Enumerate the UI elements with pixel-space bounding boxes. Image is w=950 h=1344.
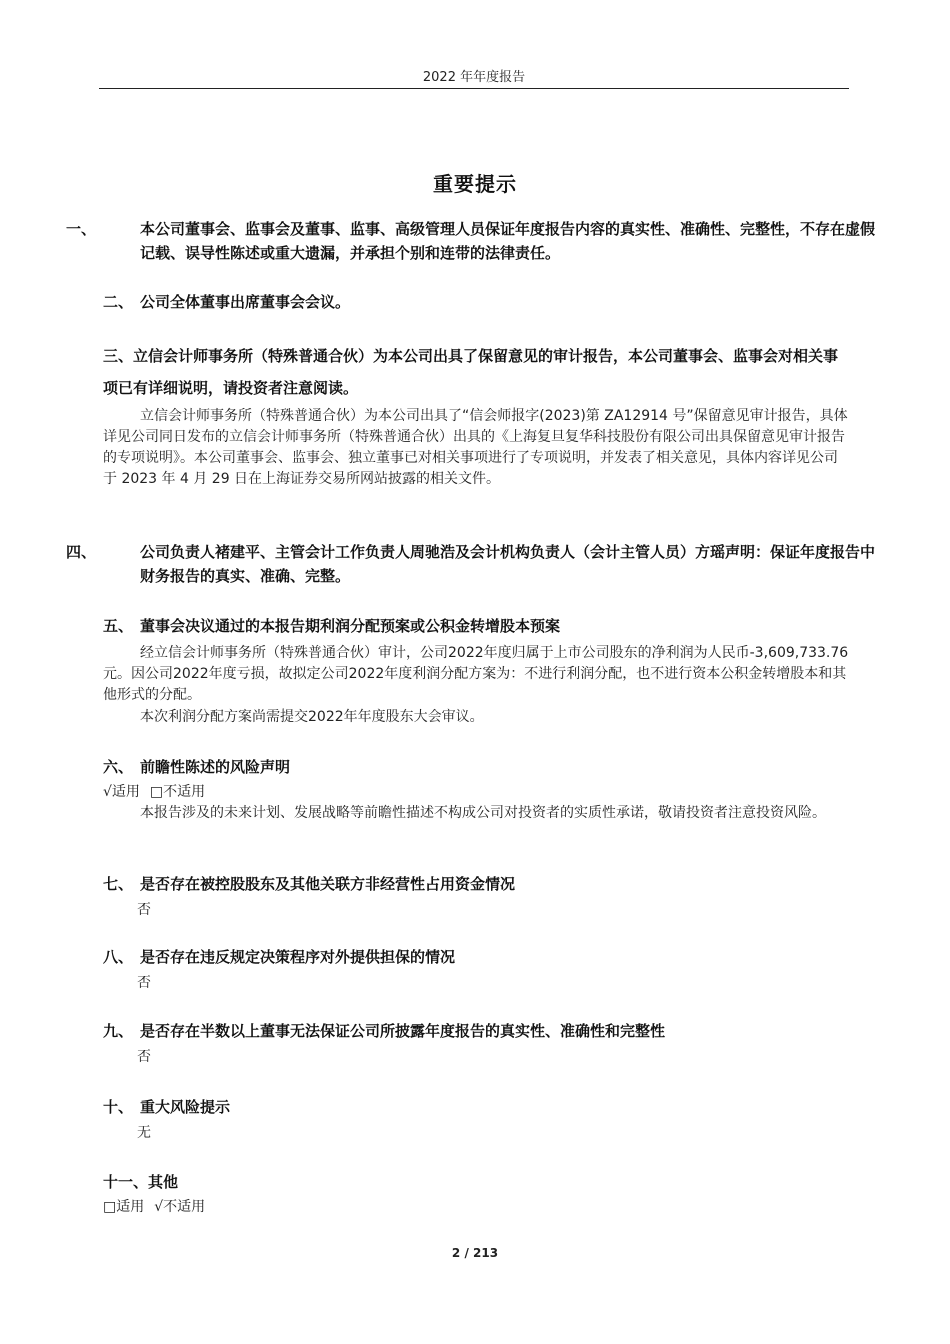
page-number: 2 / 213 [451, 1246, 499, 1260]
section-11-number: 十一、 [103, 1173, 149, 1191]
not-applicable-unchecked-option: □不适用 [149, 784, 206, 800]
section-7-text: 是否存在被控股股东及其他关联方非经营性占用资金情况 [140, 875, 516, 893]
section-6-body: 本报告涉及的未来计划、发展战略等前瞻性描述不构成公司对投资者的实质性承诺，敬请投资者注意投资风险。 [140, 805, 826, 821]
running-header: 2022 年年度报告 [422, 70, 526, 85]
section-3-heading [103, 340, 851, 404]
section-8-text: 是否存在违反规定决策程序对外提供担保的情况 [140, 948, 456, 966]
section-9-text: 是否存在半数以上董事无法保证公司所披露年度报告的真实性、准确性和完整性 [140, 1022, 666, 1040]
section-2-number: 二、 [103, 293, 134, 311]
section-10-answer: 无 [137, 1125, 151, 1141]
section-8-answer: 否 [137, 975, 151, 991]
section-9-answer: 否 [137, 1049, 151, 1065]
section-2-text: 公司全体董事出席董事会会议。 [140, 293, 351, 311]
section-3-body: 立信会计师事务所（特殊普通合伙）为本公司出具了“信会师报字(2023)第 ZA12914 号”保留意见审计报告，具体详见公司同日发布的立信会计师事务所（特殊普通合伙）出具的《上海复旦复华科技股份有限公司出具保留意见审计报告的专项说明》。本公司董事会、监事会、独立董事已对相关事项进行了专项说明，并发表了相关意见，具体内容详见公司于 2023 年 4 月 29 日在上海证券交易所网站披露的相关文件。 [103, 408, 848, 487]
section-5-note: 本次利润分配方案尚需提交2022年年度股东大会审议。 [140, 709, 484, 725]
section-6-heading [103, 755, 851, 779]
section-2-heading [103, 290, 851, 314]
applicable-checked-option: √适用 [103, 784, 140, 800]
not-applicable-checked-option: √不适用 [154, 1199, 206, 1215]
section-7-heading [103, 872, 851, 896]
section-6-text: 前瞻性陈述的风险声明 [140, 758, 291, 776]
section-11-heading [103, 1170, 851, 1194]
section-10-heading [103, 1095, 851, 1119]
section-10-number: 十、 [103, 1098, 134, 1116]
page-title: 重要提示 [433, 172, 517, 196]
section-8-number: 八、 [103, 948, 134, 966]
header-divider [99, 88, 849, 89]
section-3-text: 立信会计师事务所（特殊普通合伙）为本公司出具了保留意见的审计报告，本公司董事会、监事会对相关事项已有详细说明，请投资者注意阅读。 [103, 347, 839, 397]
applicable-unchecked-option: □适用 [103, 1199, 145, 1215]
section-10-text: 重大风险提示 [140, 1098, 231, 1116]
section-4-number: 四、 [66, 543, 97, 561]
section-11-options [103, 1197, 851, 1218]
section-4-text: 公司负责人褚建平、主管会计工作负责人周驰浩及会计机构负责人（会计主管人员）方瑶声明：保证年度报告中财务报告的真实、准确、完整。 [140, 543, 876, 585]
section-7-number: 七、 [103, 875, 134, 893]
section-5-body: 经立信会计师事务所（特殊普通合伙）审计，公司2022年度归属于上市公司股东的净利润为人民币-3,609,733.76元。因公司2022年度亏损，故拟定公司2022年度利润分配方案为：不进行利润分配，也不进行资本公积金转增股本和其他形式的分配。 [103, 645, 849, 703]
section-7-answer: 否 [137, 902, 151, 918]
section-6-number: 六、 [103, 758, 134, 776]
section-1-heading [66, 217, 888, 265]
section-1-number: 一、 [66, 220, 97, 238]
section-9-number: 九、 [103, 1022, 134, 1040]
section-9-heading [103, 1019, 851, 1043]
section-6-options [103, 782, 851, 803]
section-3-number: 三、 [103, 347, 134, 365]
section-8-heading [103, 945, 851, 969]
section-5-number: 五、 [103, 617, 134, 635]
section-1-text: 本公司董事会、监事会及董事、监事、高级管理人员保证年度报告内容的真实性、准确性、完整性，不存在虚假记载、误导性陈述或重大遗漏，并承担个别和连带的法律责任。 [140, 220, 876, 262]
section-5-text: 董事会决议通过的本报告期利润分配预案或公积金转增股本预案 [140, 617, 561, 635]
section-5-heading [103, 614, 851, 638]
section-4-heading [66, 540, 888, 588]
section-11-text: 其他 [148, 1173, 179, 1191]
